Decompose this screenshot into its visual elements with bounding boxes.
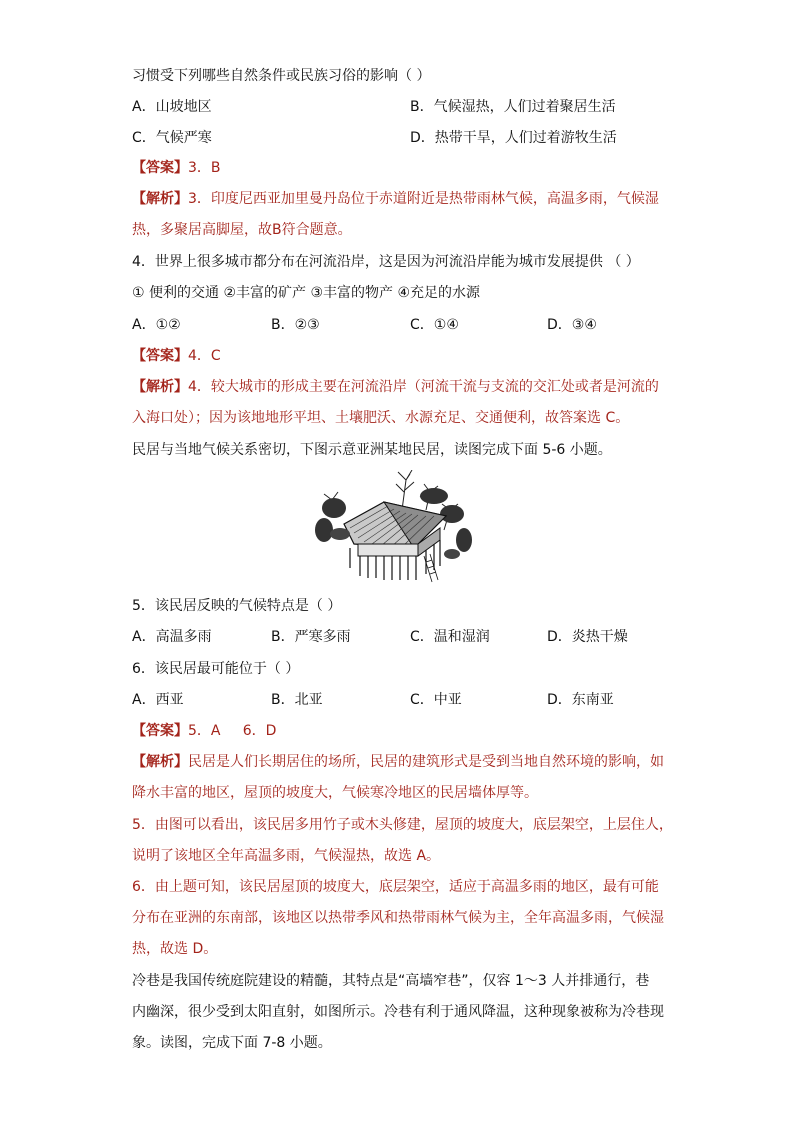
explanation-5-6-line1 xyxy=(132,752,664,772)
explanation-tag: 【解析】 xyxy=(132,191,188,207)
q4-option-d: D．③④ xyxy=(547,317,597,333)
stilt-house-drawing xyxy=(314,470,474,590)
q5-option-c: C．温和湿润 xyxy=(410,629,490,645)
explanation-text: 3．印度尼西亚加里曼丹岛位于赤道附近是热带雨林气候，高温多雨，气候湿 xyxy=(188,191,659,207)
q2-option-a: A．山坡地区 xyxy=(132,99,212,115)
intro-7-8-line3: 象。读图，完成下面 7-8 小题。 xyxy=(132,1035,332,1051)
q4-option-b: B．②③ xyxy=(271,317,320,333)
q5-stem: 5．该民居反映的气候特点是（ ） xyxy=(132,598,342,614)
q2-option-c: C．气候严寒 xyxy=(132,130,212,146)
answer-tag: 【答案】 xyxy=(132,348,188,364)
answer-text: 4．C xyxy=(188,348,221,364)
q6-option-c: C．中亚 xyxy=(410,692,462,708)
explanation-5-6-line5: 6．由上题可知，该民居屋顶的坡度大，底层架空，适应于高温多雨的地区，最有可能 xyxy=(132,879,659,895)
stilt-house-figure xyxy=(314,470,474,590)
explanation-text: 4．较大城市的形成主要在河流沿岸（河流干流与支流的交汇处或者是河流的 xyxy=(188,379,659,395)
intro-7-8-line1: 冷巷是我国传统庭院建设的精髓，其特点是“高墙窄巷”，仅容 1～3 人并排通行，巷 xyxy=(132,973,650,989)
explanation-5-6-line2: 降水丰富的地区，屋顶的坡度大，气候寒冷地区的民居墙体厚等。 xyxy=(132,785,538,801)
q5-option-b: B．严寒多雨 xyxy=(271,629,351,645)
explanation-4-line2: 入海口处）；因为该地地形平坦、土壤肥沃、水源充足、交通便利，故答案选 C。 xyxy=(132,410,630,426)
q6-stem: 6．该民居最可能位于（ ） xyxy=(132,661,300,677)
answer-4 xyxy=(132,346,221,366)
explanation-5-6-line4: 说明了该地区全年高温多雨，气候湿热，故选 A。 xyxy=(132,848,441,864)
q2-option-b: B．气候湿热，人们过着聚居生活 xyxy=(410,99,616,115)
q4-option-c: C．①④ xyxy=(410,317,459,333)
answer-tag: 【答案】 xyxy=(132,160,188,176)
q4-option-a: A．①② xyxy=(132,317,181,333)
answer-tag: 【答案】 xyxy=(132,723,188,739)
answer-text: 5．A 6．D xyxy=(188,723,277,739)
answer-5-6 xyxy=(132,721,276,741)
explanation-5-6-line7: 热，故选 D。 xyxy=(132,941,218,957)
q2-stem-tail: 习惯受下列哪些自然条件或民族习俗的影响（ ） xyxy=(132,68,431,84)
explanation-tag: 【解析】 xyxy=(132,754,188,770)
q6-option-b: B．北亚 xyxy=(271,692,323,708)
q6-option-d: D．东南亚 xyxy=(547,692,614,708)
q2-option-d: D．热带干旱，人们过着游牧生活 xyxy=(410,130,617,146)
intro-5-6: 民居与当地气候关系密切，下图示意亚洲某地民居，读图完成下面 5-6 小题。 xyxy=(132,442,612,458)
q6-option-a: A．西亚 xyxy=(132,692,184,708)
explanation-3-line1 xyxy=(132,189,659,209)
explanation-4-line1 xyxy=(132,377,659,397)
q5-option-a: A．高温多雨 xyxy=(132,629,212,645)
q4-choices: ① 便利的交通 ②丰富的矿产 ③丰富的物产 ④充足的水源 xyxy=(132,285,481,301)
answer-3 xyxy=(132,158,221,178)
intro-7-8-line2: 内幽深，很少受到太阳直射，如图所示。冷巷有利于通风降温，这种现象被称为冷巷现 xyxy=(132,1004,664,1020)
explanation-5-6-line3: 5．由图可以看出，该民居多用竹子或木头修建，屋顶的坡度大，底层架空，上层住人， xyxy=(132,817,673,833)
explanation-5-6-line6: 分布在亚洲的东南部，该地区以热带季风和热带雨林气候为主，全年高温多雨，气候湿 xyxy=(132,910,664,926)
q4-stem: 4．世界上很多城市都分布在河流沿岸，这是因为河流沿岸能为城市发展提供 （ ） xyxy=(132,254,640,270)
explanation-text: 民居是人们长期居住的场所，民居的建筑形式是受到当地自然环境的影响，如 xyxy=(188,754,664,770)
explanation-3-line2: 热，多聚居高脚屋，故B符合题意。 xyxy=(132,222,352,238)
q5-option-d: D．炎热干燥 xyxy=(547,629,628,645)
answer-text: 3．B xyxy=(188,160,221,176)
explanation-tag: 【解析】 xyxy=(132,379,188,395)
